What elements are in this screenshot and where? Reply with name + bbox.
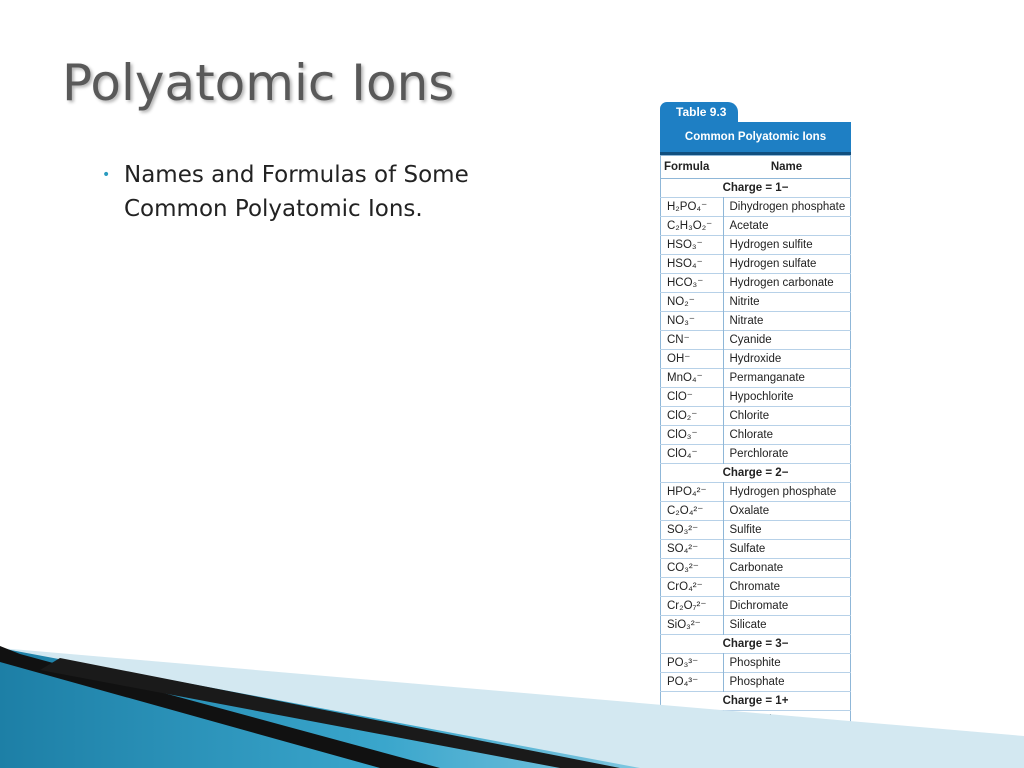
table-row bbox=[661, 502, 851, 521]
name-cell: Sulfate bbox=[723, 540, 851, 559]
table-row bbox=[661, 559, 851, 578]
column-header-formula: Formula bbox=[661, 156, 724, 179]
formula-cell: HSO₄⁻ bbox=[661, 255, 724, 274]
column-header-name: Name bbox=[723, 156, 851, 179]
formula-cell: HSO₃⁻ bbox=[661, 236, 724, 255]
table-row bbox=[661, 217, 851, 236]
table-row bbox=[661, 369, 851, 388]
table-row bbox=[661, 521, 851, 540]
bullet-text: Names and Formulas of Some Common Polyatomic Ions. bbox=[124, 162, 469, 222]
formula-cell: SO₄²⁻ bbox=[661, 540, 724, 559]
name-cell: Permanganate bbox=[723, 369, 851, 388]
charge-label: Charge = 1+ bbox=[661, 692, 851, 711]
name-cell: Hydrogen sulfate bbox=[723, 255, 851, 274]
name-cell: Nitrate bbox=[723, 312, 851, 331]
bullet-icon: • bbox=[102, 167, 111, 183]
name-cell: Hydrogen carbonate bbox=[723, 274, 851, 293]
name-cell: Acetate bbox=[723, 217, 851, 236]
decorative-swoosh bbox=[0, 640, 1024, 768]
table-row bbox=[661, 350, 851, 369]
formula-cell: CN⁻ bbox=[661, 331, 724, 350]
table-row bbox=[661, 388, 851, 407]
formula-cell: C₂O₄²⁻ bbox=[661, 502, 724, 521]
name-cell: Carbonate bbox=[723, 559, 851, 578]
name-cell: Oxalate bbox=[723, 502, 851, 521]
name-cell: Phosphite bbox=[723, 654, 851, 673]
formula-cell: HPO₄²⁻ bbox=[661, 483, 724, 502]
name-cell: Perchlorate bbox=[723, 445, 851, 464]
formula-cell: SO₃²⁻ bbox=[661, 521, 724, 540]
formula-cell: C₂H₃O₂⁻ bbox=[661, 217, 724, 236]
slide-title: Polyatomic Ions bbox=[62, 54, 455, 112]
table-row bbox=[661, 616, 851, 635]
bullet-list bbox=[100, 158, 570, 226]
name-cell: Silicate bbox=[723, 616, 851, 635]
name-cell: Hydrogen sulfite bbox=[723, 236, 851, 255]
name-cell: Dihydrogen phosphate bbox=[723, 198, 851, 217]
table-row bbox=[661, 255, 851, 274]
name-cell: Hydrogen phosphate bbox=[723, 483, 851, 502]
name-cell: Chlorite bbox=[723, 407, 851, 426]
name-cell: Sulfite bbox=[723, 521, 851, 540]
polyatomic-ions-table-figure bbox=[660, 101, 851, 730]
formula-cell: CO₃²⁻ bbox=[661, 559, 724, 578]
table-row bbox=[661, 445, 851, 464]
name-cell: Chlorate bbox=[723, 426, 851, 445]
table-row bbox=[661, 426, 851, 445]
table-row bbox=[661, 312, 851, 331]
formula-cell: CrO₄²⁻ bbox=[661, 578, 724, 597]
table-row bbox=[661, 483, 851, 502]
table-row bbox=[661, 578, 851, 597]
formula-cell: SiO₃²⁻ bbox=[661, 616, 724, 635]
formula-cell: ClO⁻ bbox=[661, 388, 724, 407]
charge-label: Charge = 1− bbox=[661, 179, 851, 198]
name-cell: Phosphate bbox=[723, 673, 851, 692]
formula-cell: NO₃⁻ bbox=[661, 312, 724, 331]
table-row bbox=[661, 407, 851, 426]
formula-cell: PO₃³⁻ bbox=[661, 654, 724, 673]
formula-cell: NO₂⁻ bbox=[661, 293, 724, 312]
table-row bbox=[661, 331, 851, 350]
name-cell: Chromate bbox=[723, 578, 851, 597]
formula-cell: PO₄³⁻ bbox=[661, 673, 724, 692]
table-row bbox=[661, 236, 851, 255]
formula-cell: ClO₄⁻ bbox=[661, 445, 724, 464]
table-row bbox=[661, 274, 851, 293]
name-cell: Hydroxide bbox=[723, 350, 851, 369]
charge-group-row bbox=[661, 464, 851, 483]
name-cell: Hypochlorite bbox=[723, 388, 851, 407]
table-title: Common Polyatomic Ions bbox=[660, 122, 851, 155]
table-row bbox=[661, 540, 851, 559]
name-cell: Cyanide bbox=[723, 331, 851, 350]
table-row bbox=[661, 198, 851, 217]
table-row bbox=[661, 293, 851, 312]
formula-cell: H₂PO₄⁻ bbox=[661, 198, 724, 217]
formula-cell: ClO₂⁻ bbox=[661, 407, 724, 426]
name-cell: Dichromate bbox=[723, 597, 851, 616]
charge-label: Charge = 3− bbox=[661, 635, 851, 654]
table-header-row bbox=[661, 156, 851, 179]
charge-label: Charge = 2− bbox=[661, 464, 851, 483]
formula-cell: HCO₃⁻ bbox=[661, 274, 724, 293]
bullet-item bbox=[100, 158, 570, 226]
name-cell: Nitrite bbox=[723, 293, 851, 312]
charge-group-row bbox=[661, 179, 851, 198]
formula-cell: OH⁻ bbox=[661, 350, 724, 369]
formula-cell: Cr₂O₇²⁻ bbox=[661, 597, 724, 616]
formula-cell: MnO₄⁻ bbox=[661, 369, 724, 388]
table-number-tab: Table 9.3 bbox=[660, 102, 738, 122]
formula-cell: ClO₃⁻ bbox=[661, 426, 724, 445]
table-row bbox=[661, 597, 851, 616]
